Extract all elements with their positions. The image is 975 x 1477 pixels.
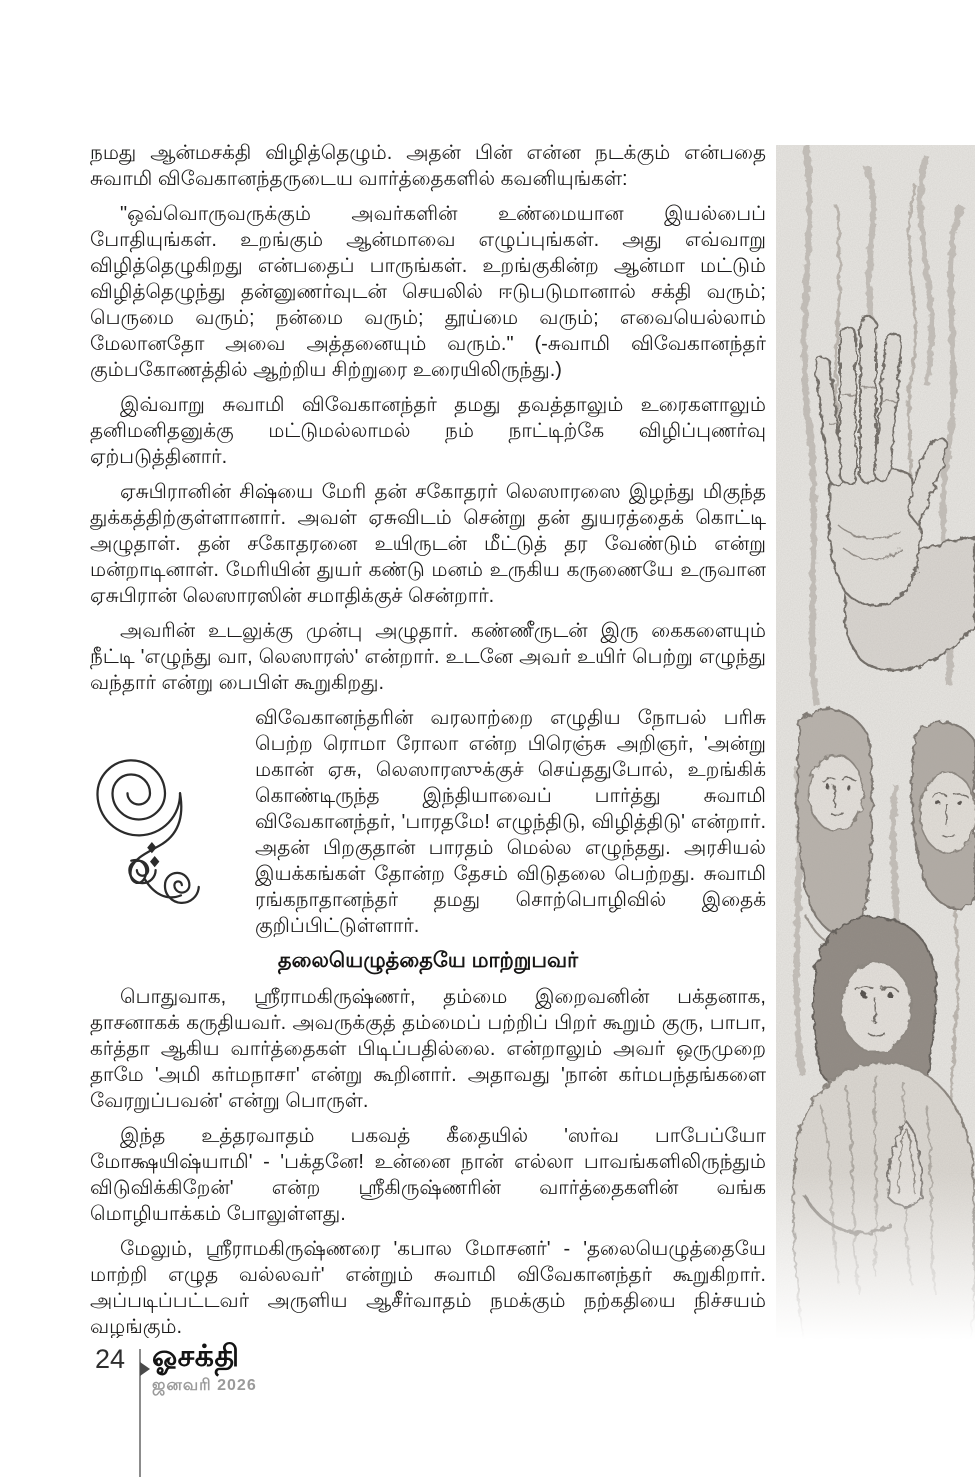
spiral-flourish-icon: [90, 741, 240, 911]
paragraph: இந்த உத்தரவாதம் பகவத் கீதையில் 'ஸர்வ பாபேப்யோ மோக்ஷயிஷ்யாமி' - 'பக்தனே! உன்னை நான் எல்லா பாவங்களிலிருந்தும் விடுவிக்கிறேன்' என்ற ஸ்ரீகிருஷ்ணரின் வார்த்தைகளின் வங்க மொழியாக்கம் போலுள்ளது.: [90, 1125, 766, 1225]
pencil-sketch-image: [776, 145, 975, 1340]
spiral-flourish-ornament: [90, 705, 255, 939]
article-body: [90, 140, 766, 1338]
paragraph: விவேகானந்தரின் வரலாற்றை எழுதிய நோபல் பரிசு பெற்ற ரொமா ரோலா என்ற பிரெஞ்சு அறிஞர், 'அன்று மகான் ஏசு, லெஸாரஸுக்குச் செய்ததுபோல், உறங்கிக் கொண்டிருந்த இந்தியாவைப் பார்த்து சுவாமி விவேகானந்தர், 'பாரதமே! எழுந்திடு, விழித்திடு' என்றார். அதன் பிறகுதான் பாரதம் மெல்ல எழுந்தது. அரசியல் இயக்கங்கள் தோன்ற தேசம் விடுதலை பெற்றது. சுவாமி ரங்கநாதானந்தர் தமது சொற்பொழிவில் இதைக் குறிப்பிட்டுள்ளார்.: [255, 707, 766, 937]
issue-date: ஜனவரி 2026: [152, 1377, 257, 1394]
section-heading: தலையெழுத்தையே மாற்றுபவர்: [277, 949, 579, 972]
paragraph: இவ்வாறு சுவாமி விவேகானந்தர் தமது தவத்தாலும் உரைகளாலும் தனிமனிதனுக்கு மட்டுமல்லாமல் நம் நாட்டிற்கே விழிப்புணர்வு ஏற்படுத்தினார்.: [90, 394, 766, 468]
paragraph: மேலும், ஸ்ரீராமகிருஷ்ணரை 'கபால மோசனர்' - 'தலையெழுத்தையே மாற்றி எழுத வல்லவர்' என்றும் சுவாமி விவேகானந்தர் கூறுகிறார். அப்படிப்பட்டவர் அருளிய ஆசீர்வாதம் நமக்கும் நற்கதியை நிச்சயம் வழங்கும்.: [90, 1238, 766, 1338]
page-footer: [0, 1340, 975, 1477]
magazine-brand: [152, 1340, 257, 1396]
magazine-logo: ஓசக்தி: [152, 1340, 240, 1373]
paragraph: நமது ஆன்மசக்தி விழித்தெழும். அதன் பின் என்ன நடக்கும் என்பதை சுவாமி விவேகானந்தருடைய வார்த்தைகளில் கவனியுங்கள்:: [90, 142, 766, 190]
paragraph: பொதுவாக, ஸ்ரீராமகிருஷ்ணர், தம்மை இறைவனின் பக்தனாக, தாசனாகக் கருதியவர். அவருக்குத் தம்மைப் பற்றிப் பிறர் கூறும் குரு, பாபா, கர்த்தா ஆகிய வார்த்தைகள் பிடிப்பதில்லை. என்றாலும் அவர் ஒருமுறை தாமே 'அமி கர்மநாசா' என்று கூறினார். அதாவது 'நான் கர்மபந்தங்களை வேரறுப்பவன்' என்று பொருள்.: [90, 986, 766, 1112]
quote-paragraph: "ஒவ்வொருவருக்கும் அவர்களின் உண்மையான இயல்பைப் போதியுங்கள். உறங்கும் ஆன்மாவை எழுப்புங்கள். அது எவ்வாறு விழித்தெழுகிறது என்பதைப் பாருங்கள். உறங்குகின்ற ஆன்மா மட்டும் விழித்தெழுந்து தன்னுணர்வுடன் செயலில் ஈடுபடுமானால் சக்தி வரும்; பெருமை வரும்; நன்மை வரும்; தூய்மை வரும்; எவையெல்லாம் மேலானதோ அவை அத்தனையும் வரும்." (-சுவாமி விவேகானந்தர் கும்பகோணத்தில் ஆற்றிய சிற்றுரை உரையிலிருந்து.): [90, 203, 766, 381]
paragraph: அவரின் உடலுக்கு முன்பு அழுதார். கண்ணீருடன் இரு கைகளையும் நீட்டி 'எழுந்து வா, லெஸாரஸ்' என்றார். உடனே அவர் உயிர் பெற்று எழுந்து வந்தார் என்று பைபிள் கூறுகிறது.: [90, 620, 766, 694]
page-number: 24: [95, 1344, 126, 1374]
triangle-marker-icon: [140, 1362, 150, 1376]
paragraph: ஏசுபிரானின் சிஷ்யை மேரி தன் சகோதரர் லெஸாரஸை இழந்து மிகுந்த துக்கத்திற்குள்ளானார். அவள் ஏசுவிடம் சென்று தன் துயரத்தைக் கொட்டி அழுதாள். தன் சகோதரனை உயிருடன் மீட்டுத் தர வேண்டும் என்று மன்றாடினாள். மேரியின் துயர் கண்டு மனம் உருகிய கருணையே உருவான ஏசுபிரான் லெஸாரஸின் சமாதிக்குச் சென்றார்.: [90, 481, 766, 607]
spiral-paragraph-row: [90, 705, 766, 939]
illustration-pencil-sketch: [776, 145, 975, 1340]
